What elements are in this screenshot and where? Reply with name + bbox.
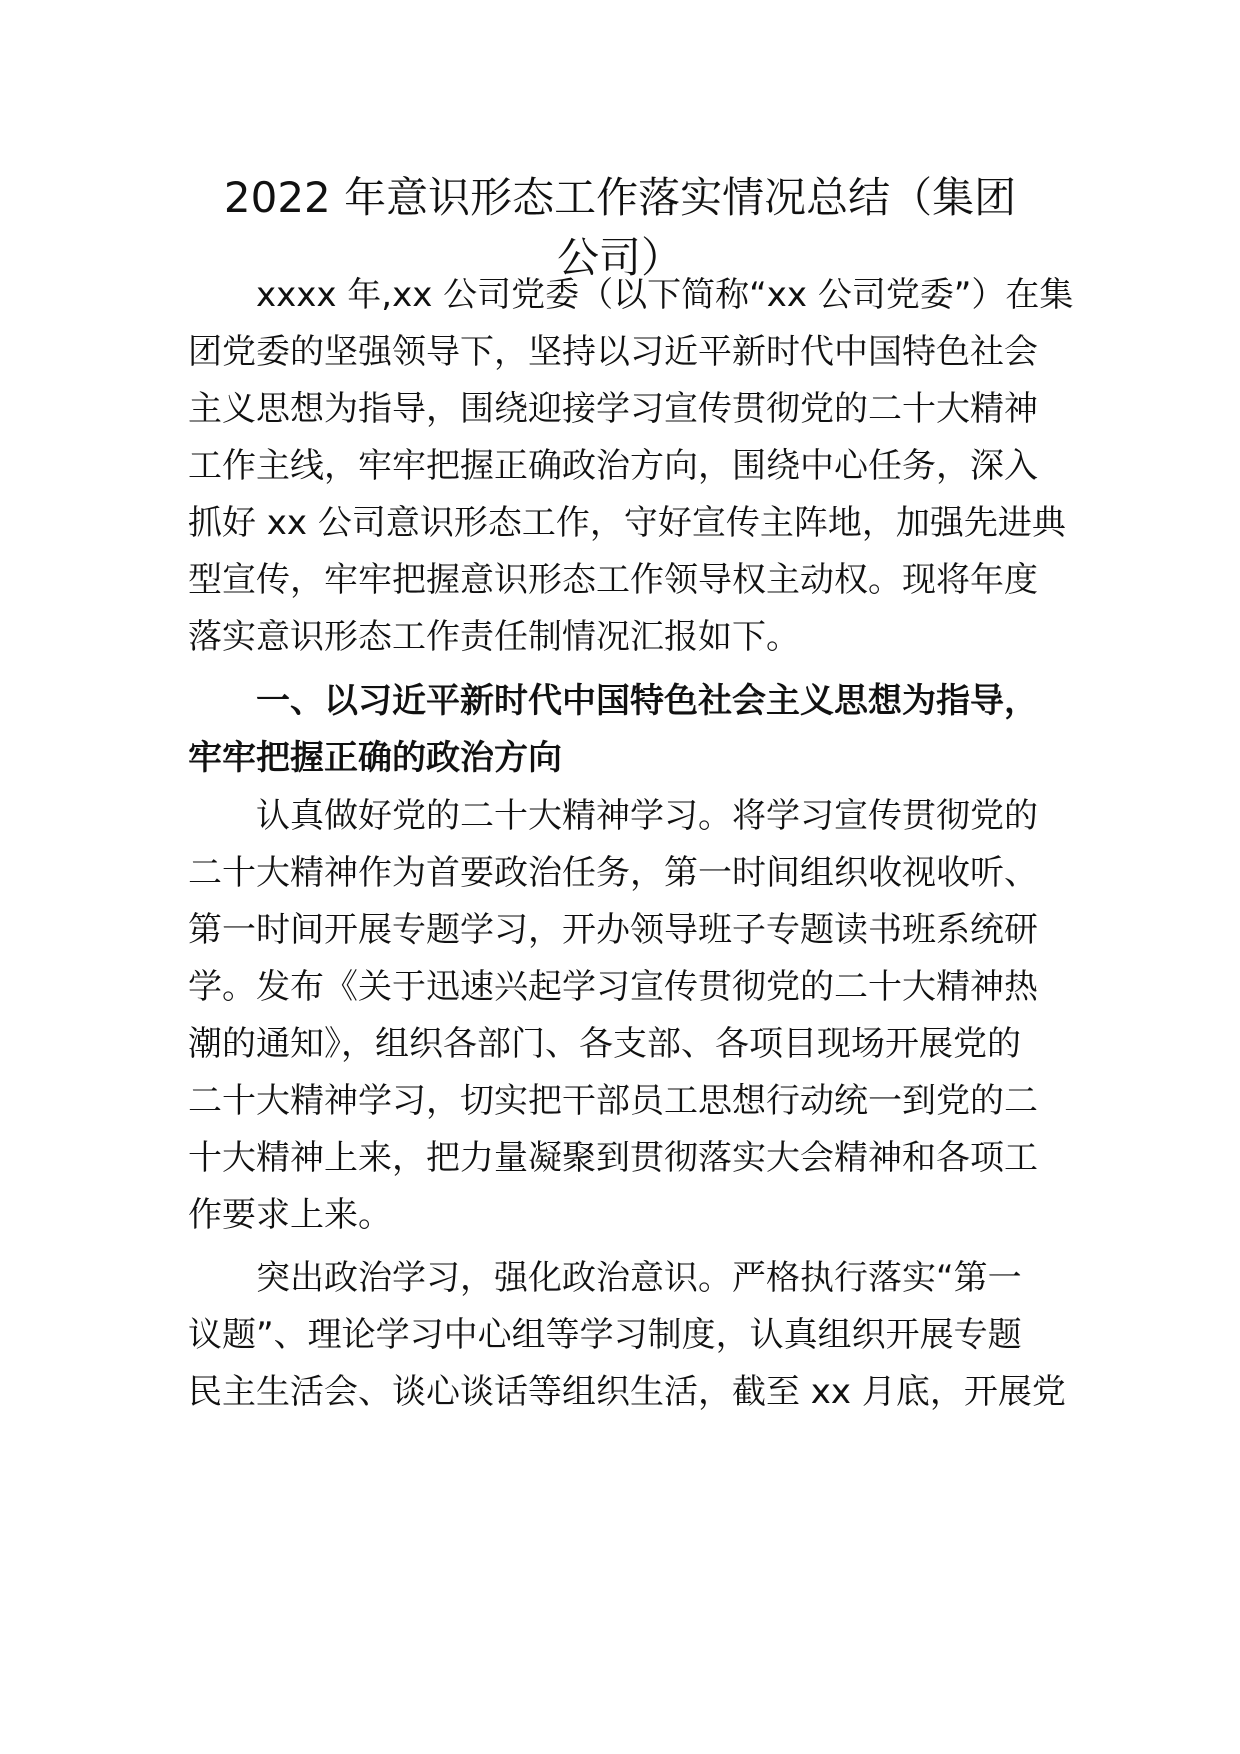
paragraph-1-line-2: 团党委的坚强领导下，坚持以习近平新时代中国特色社会 [188, 332, 1038, 372]
paragraph-2-line-4: 学。发布《关于迅速兴起学习宣传贯彻党的二十大精神热 [188, 967, 1038, 1007]
paragraph-2-line-2: 二十大精神作为首要政治任务，第一时间组织收视收听、 [188, 853, 1038, 893]
paragraph-1-line-1: xxxx 年,xx 公司党委（以下简称“xx 公司党委”）在集 [256, 275, 1074, 315]
paragraph-1-line-5: 抓好 xx 公司意识形态工作，守好宣传主阵地，加强先进典 [188, 503, 1066, 543]
paragraph-2-line-8: 作要求上来。 [188, 1195, 392, 1235]
section-heading-1-line-1: 一、以习近平新时代中国特色社会主义思想为指导， [256, 681, 1038, 721]
paragraph-2-line-1: 认真做好党的二十大精神学习。将学习宣传贯彻党的 [256, 796, 1038, 836]
paragraph-2-line-7: 十大精神上来，把力量凝聚到贯彻落实大会精神和各项工 [188, 1138, 1038, 1178]
paragraph-2-line-5: 潮的通知》，组织各部门、各支部、各项目现场开展党的 [188, 1024, 1021, 1064]
paragraph-1-line-7: 落实意识形态工作责任制情况汇报如下。 [188, 617, 800, 657]
section-heading-1-line-2: 牢牢把握正确的政治方向 [188, 738, 562, 778]
paragraph-3-line-3: 民主生活会、谈心谈话等组织生活，截至 xx 月底，开展党 [188, 1372, 1066, 1412]
paragraph-1-line-6: 型宣传，牢牢把握意识形态工作领导权主动权。现将年度 [188, 560, 1038, 600]
paragraph-3-line-1: 突出政治学习，强化政治意识。严格执行落实“第一 [256, 1258, 1022, 1298]
paragraph-3-line-2: 议题”、理论学习中心组等学习制度，认真组织开展专题 [188, 1315, 1022, 1355]
document-title-line-1: 2022 年意识形态工作落实情况总结（集团 [223, 173, 1017, 222]
paragraph-2-line-3: 第一时间开展专题学习，开办领导班子专题读书班系统研 [188, 910, 1038, 950]
paragraph-2-line-6: 二十大精神学习，切实把干部员工思想行动统一到党的二 [188, 1081, 1038, 1121]
document-title-line-2: 公司） [556, 233, 683, 282]
paragraph-1-line-4: 工作主线，牢牢把握正确政治方向，围绕中心任务，深入 [188, 446, 1038, 486]
paragraph-1-line-3: 主义思想为指导，围绕迎接学习宣传贯彻党的二十大精神 [188, 389, 1038, 429]
